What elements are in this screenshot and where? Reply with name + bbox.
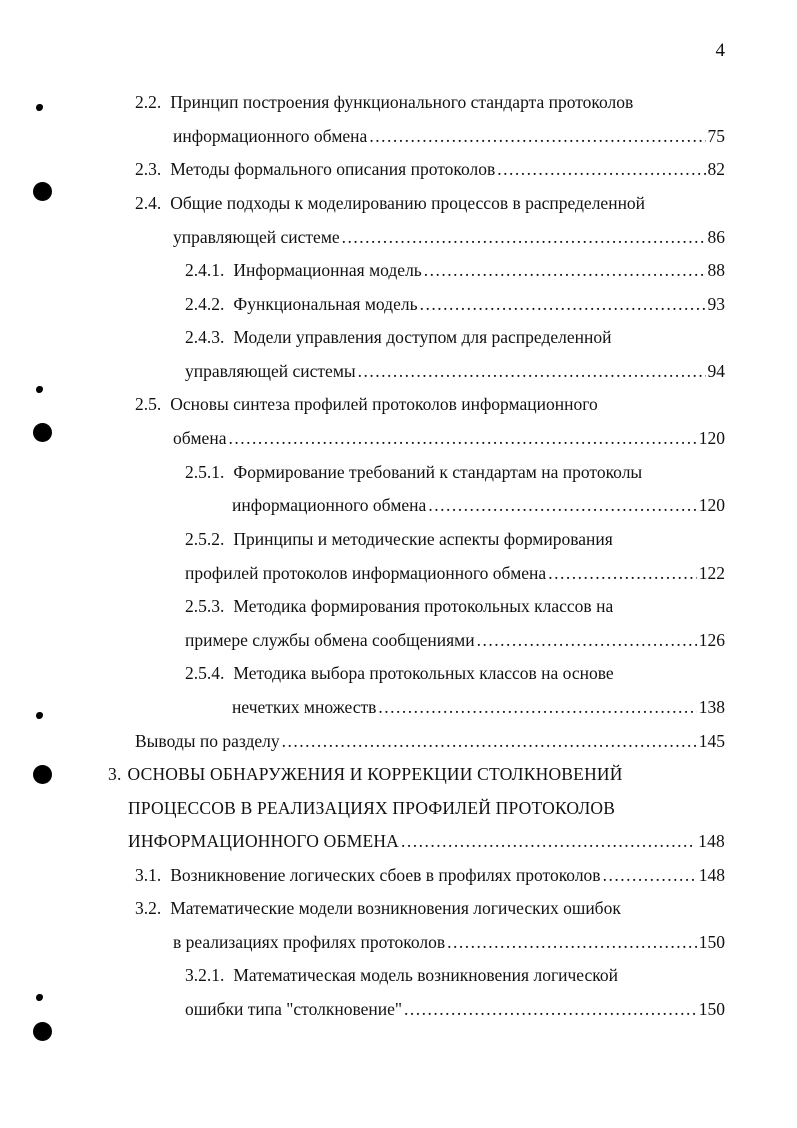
dot-leader bbox=[497, 157, 705, 181]
toc-entry-title: нечетких множеств bbox=[232, 697, 377, 717]
punch-mark-icon bbox=[36, 386, 43, 393]
punch-hole-icon bbox=[33, 1022, 52, 1041]
toc-entry-2-5-2-cont[interactable] bbox=[185, 561, 725, 585]
punch-hole-icon bbox=[33, 765, 52, 784]
toc-entry-conclusions[interactable] bbox=[135, 729, 725, 753]
toc-entry-3-1[interactable] bbox=[135, 863, 725, 887]
toc-page-number: 126 bbox=[698, 630, 725, 650]
toc-entry-title: Модели управления доступом для распределенной bbox=[233, 327, 612, 347]
toc-page-number: 148 bbox=[698, 865, 725, 885]
toc-entry-number: 2.2. bbox=[135, 92, 162, 112]
toc-entry-number: 2.4.3. bbox=[185, 327, 225, 347]
toc-entry-title: Принцип построения функционального стандарта протоколов bbox=[170, 92, 634, 112]
toc-entry-3-cont-2[interactable] bbox=[128, 829, 725, 853]
toc-entry-2-5-4[interactable] bbox=[185, 661, 725, 685]
toc-page-number: 94 bbox=[707, 361, 725, 381]
toc-entry-title: ошибки типа "столкновение" bbox=[185, 999, 403, 1019]
punch-mark-icon bbox=[36, 712, 43, 719]
toc-entry-title: информационного обмена bbox=[173, 126, 368, 146]
toc-entry-number: 2.3. bbox=[135, 159, 162, 179]
dot-leader bbox=[401, 829, 696, 853]
dot-leader bbox=[477, 628, 697, 652]
toc-entry-number: 2.5.1. bbox=[185, 462, 225, 482]
toc-entry-number: 2.5. bbox=[135, 394, 162, 414]
punch-mark-icon bbox=[36, 104, 43, 111]
toc-entry-2-4[interactable] bbox=[135, 191, 725, 215]
toc-entry-title: Математическая модель возникновения логической bbox=[233, 965, 618, 985]
toc-entry-number: 2.4. bbox=[135, 193, 162, 213]
dot-leader bbox=[548, 561, 697, 585]
toc-entry-2-4-3[interactable] bbox=[185, 325, 725, 349]
toc-entry-title: ИНФОРМАЦИОННОГО ОБМЕНА bbox=[128, 831, 400, 851]
toc-entry-number: 2.5.4. bbox=[185, 663, 225, 683]
toc-entry-title: управляющей системе bbox=[173, 227, 340, 247]
toc-entry-3[interactable] bbox=[108, 762, 725, 786]
toc-entry-2-5-1[interactable] bbox=[185, 460, 725, 484]
dot-leader bbox=[404, 997, 697, 1021]
toc-entry-2-3[interactable] bbox=[135, 157, 725, 181]
toc-entry-title: Методика выбора протокольных классов на основе bbox=[233, 663, 614, 683]
toc-entry-2-5-3-cont[interactable] bbox=[185, 628, 725, 652]
toc-page-number: 148 bbox=[698, 831, 725, 851]
toc-entry-title: информационного обмена bbox=[232, 495, 427, 515]
toc-entry-3-cont-1[interactable] bbox=[128, 796, 725, 820]
toc-entry-2-5-1-cont[interactable] bbox=[232, 493, 725, 517]
toc-entry-title: Методика формирования протокольных классов на bbox=[233, 596, 614, 616]
toc-entry-title: примере службы обмена сообщениями bbox=[185, 630, 475, 650]
toc-entry-2-5[interactable] bbox=[135, 392, 725, 416]
page-number: 4 bbox=[715, 40, 725, 61]
toc-page-number: 93 bbox=[707, 294, 725, 314]
toc-entry-title: Методы формального описания протоколов bbox=[170, 159, 496, 179]
toc-entry-2-4-2[interactable] bbox=[185, 292, 725, 316]
toc-entry-number: 2.5.3. bbox=[185, 596, 225, 616]
dot-leader bbox=[378, 695, 696, 719]
dot-leader bbox=[228, 426, 696, 450]
toc-entry-number: 3.2.1. bbox=[185, 965, 225, 985]
toc-entry-title: ПРОЦЕССОВ В РЕАЛИЗАЦИЯХ ПРОФИЛЕЙ ПРОТОКОЛОВ bbox=[128, 798, 616, 818]
dot-leader bbox=[358, 359, 706, 383]
dot-leader bbox=[282, 729, 697, 753]
toc-entry-title: обмена bbox=[173, 428, 227, 448]
toc-entry-title: ОСНОВЫ ОБНАРУЖЕНИЯ И КОРРЕКЦИИ СТОЛКНОВЕНИЙ bbox=[127, 764, 623, 784]
toc-entry-title: Принципы и методические аспекты формирования bbox=[233, 529, 613, 549]
dot-leader bbox=[369, 124, 705, 148]
dot-leader bbox=[428, 493, 696, 517]
toc-entry-2-2-cont[interactable] bbox=[173, 124, 725, 148]
toc-entry-number: 2.4.2. bbox=[185, 294, 225, 314]
toc-page-number: 145 bbox=[698, 731, 725, 751]
toc-entry-2-5-4-cont[interactable] bbox=[232, 695, 725, 719]
toc-entry-3-2-cont[interactable] bbox=[173, 930, 725, 954]
toc-entry-title: Математические модели возникновения логических ошибок bbox=[170, 898, 621, 918]
toc-entry-title: Информационная модель bbox=[233, 260, 422, 280]
toc-entry-title: Функциональная модель bbox=[233, 294, 418, 314]
toc-entry-2-4-3-cont[interactable] bbox=[185, 359, 725, 383]
toc-entry-number: 2.4.1. bbox=[185, 260, 225, 280]
toc-entry-2-4-cont[interactable] bbox=[173, 225, 725, 249]
dot-leader bbox=[424, 258, 706, 282]
toc-page-number: 86 bbox=[707, 227, 725, 247]
toc-page-number: 122 bbox=[698, 563, 725, 583]
toc-page-number: 120 bbox=[698, 428, 725, 448]
toc-entry-number: 3.2. bbox=[135, 898, 162, 918]
toc-entry-number: 3. bbox=[108, 764, 122, 784]
toc-entry-2-2[interactable] bbox=[135, 90, 725, 114]
dot-leader bbox=[447, 930, 697, 954]
toc-page-number: 88 bbox=[707, 260, 725, 280]
toc-entry-number: 2.5.2. bbox=[185, 529, 225, 549]
toc-entry-title: Формирование требований к стандартам на протоколы bbox=[233, 462, 643, 482]
toc-page-number: 138 bbox=[698, 697, 725, 717]
toc-entry-title: Возникновение логических сбоев в профилях протоколов bbox=[170, 865, 601, 885]
toc-entry-2-5-3[interactable] bbox=[185, 594, 725, 618]
toc-page-number: 82 bbox=[707, 159, 725, 179]
dot-leader bbox=[420, 292, 706, 316]
toc-page-number: 120 bbox=[698, 495, 725, 515]
toc-entry-2-5-cont[interactable] bbox=[173, 426, 725, 450]
toc-entry-2-5-2[interactable] bbox=[185, 527, 725, 551]
toc-entry-3-2[interactable] bbox=[135, 896, 725, 920]
punch-hole-icon bbox=[33, 423, 52, 442]
dot-leader bbox=[342, 225, 706, 249]
punch-hole-icon bbox=[33, 182, 52, 201]
toc-entry-title: Общие подходы к моделированию процессов в распределенной bbox=[170, 193, 646, 213]
toc-entry-3-2-1-cont[interactable] bbox=[185, 997, 725, 1021]
toc-entry-number: 3.1. bbox=[135, 865, 162, 885]
toc-entry-title: профилей протоколов информационного обмена bbox=[185, 563, 547, 583]
toc-page-number: 150 bbox=[698, 932, 725, 952]
toc-entry-3-2-1[interactable] bbox=[185, 963, 725, 987]
toc-page-number: 75 bbox=[707, 126, 725, 146]
toc-entry-title: Основы синтеза профилей протоколов информационного bbox=[170, 394, 598, 414]
toc-entry-title: управляющей системы bbox=[185, 361, 356, 381]
punch-mark-icon bbox=[36, 994, 43, 1001]
dot-leader bbox=[603, 863, 697, 887]
toc-entry-title: в реализациях профилях протоколов bbox=[173, 932, 446, 952]
toc-entry-2-4-1[interactable] bbox=[185, 258, 725, 282]
toc-entry-title: Выводы по разделу bbox=[135, 731, 280, 751]
toc-page-number: 150 bbox=[698, 999, 725, 1019]
